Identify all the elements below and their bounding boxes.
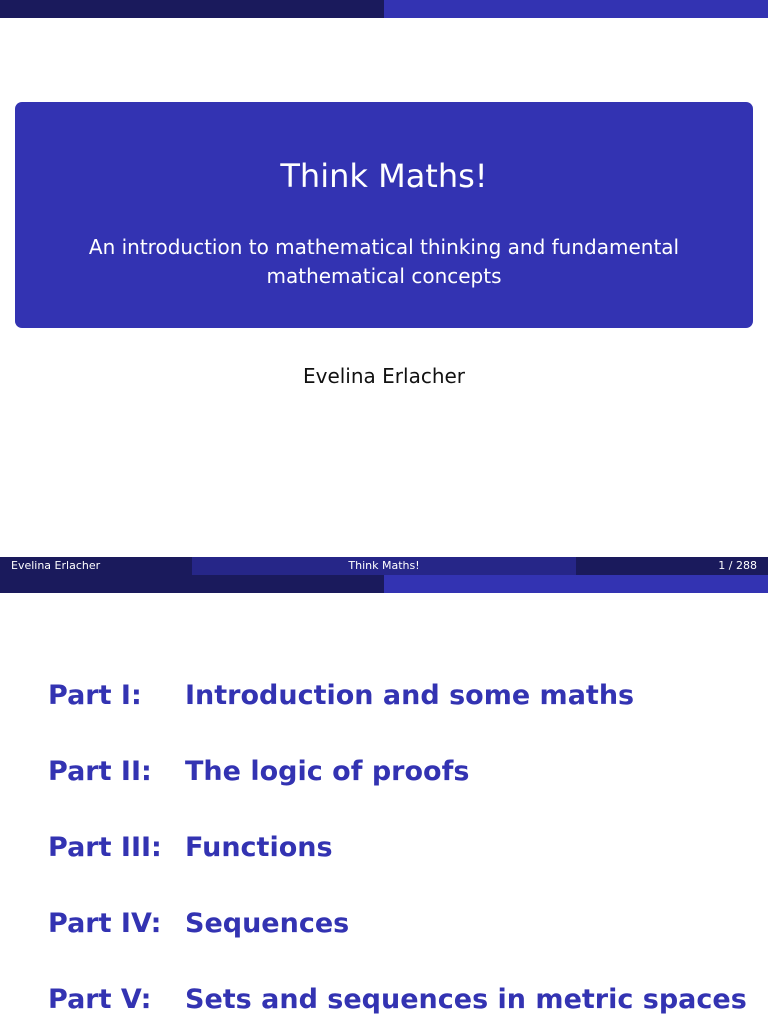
header-bar-left — [0, 575, 384, 593]
footer-page-number: 1 / 288 — [718, 559, 757, 572]
presentation-subtitle: An introduction to mathematical thinking and fundamental mathematical concepts — [88, 235, 680, 288]
part-label: Part V: — [48, 984, 152, 1015]
parts-list — [48, 680, 748, 1024]
header-bar-right — [384, 0, 768, 18]
part-title: Functions — [185, 832, 333, 863]
title-block — [15, 102, 753, 328]
part-item — [48, 832, 748, 908]
slide2-header-bar — [0, 575, 768, 593]
part-title: Sets and sequences in metric spaces — [185, 984, 747, 1015]
part-title: Sequences — [185, 908, 350, 939]
part-label: Part III: — [48, 832, 162, 863]
part-label: Part II: — [48, 756, 152, 787]
part-item — [48, 756, 748, 832]
slide1-header-bar — [0, 0, 768, 18]
presentation-title: Think Maths! — [280, 157, 488, 195]
part-label: Part I: — [48, 680, 142, 711]
header-bar-left — [0, 0, 384, 18]
footer-title: Think Maths! — [192, 557, 576, 575]
part-item — [48, 680, 748, 756]
footer-author: Evelina Erlacher — [11, 559, 101, 572]
author-name: Evelina Erlacher — [302, 364, 466, 388]
slide1-footer-bar — [0, 557, 768, 575]
part-title: Introduction and some maths — [185, 680, 635, 711]
part-item — [48, 984, 748, 1024]
part-item — [48, 908, 748, 984]
part-label: Part IV: — [48, 908, 162, 939]
part-title: The logic of proofs — [185, 756, 470, 787]
header-bar-right — [384, 575, 768, 593]
